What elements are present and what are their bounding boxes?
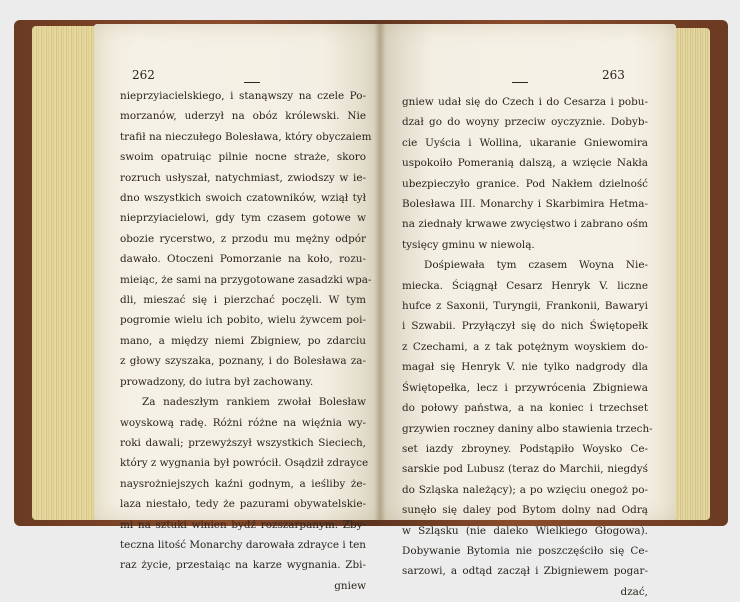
text-line: rozruch usłyszał, natychmiast, zwiodszy w ie- [120,171,366,184]
text-line: który z wygnania był powrócił. Osądził zdrayce [120,457,369,470]
text-line: swoim opatruiąc pilnie nocne straże, skoro [120,151,366,164]
text-line: dzał go do woyny przeciw oyczyznie. Dobyb- [402,116,648,129]
text-line: woyskową radę. Różni różne na więźnia wy- [120,416,366,429]
text-line: Dobywanie Bytomia nie poszczęściło się Ce- [402,544,648,557]
text-line: dawało. Otoczeni Pomorzanie na koło, rozu- [120,253,366,266]
text-line: prowadzony, do iutra był zachowany. [120,375,314,388]
open-book [14,16,728,598]
text-line: sarskie pod Lubusz (teraz do Marchii, niegdyś [402,463,648,476]
text-line: i Szwabii. Przyłączył się do nich Świętopełk [402,320,648,333]
right-page-number [602,68,625,82]
text-line: mano, a między niemi Zbigniew, po zdarciu [120,334,366,347]
text-line: dzać, [620,585,648,598]
text-line: sarzowi, a odtąd zaczął i Zbigniewem pogar- [402,565,648,578]
text-line: hufce z Saxonii, Turyngii, Frankonii, Bawaryi [402,300,648,313]
text-line: sunęło się daley pod Bytom dolny nad Odrą [402,504,648,517]
text-line: gniew [334,579,366,592]
text-line: ubezpieczyło granice. Pod Nakłem dzielność [402,177,648,190]
text-line: dli, mieszać się i pierzchać poczęli. W tym [120,294,366,307]
text-line: teczna litość Monarchy darowała zdrayce i ten [120,538,366,551]
text-line: Bolesława III. Monarchy i Skarbimira Hetma- [402,198,648,211]
text-line: Dośpiewała tym czasem Woyna Nie- [424,259,648,272]
text-line: nieprzyiacielowi, gdy tym czasem gotowe w [120,212,366,225]
text-line: morzanów, uderzył na obóz królewski. Nie [120,110,366,123]
right-page-text [402,92,653,602]
text-line: grzywien roczney daniny albo stawienia trzech- [402,422,653,435]
text-line: cie Uyścia i Wollina, ukaranie Gniewomira [402,136,648,149]
page-number-263: 263 [602,68,625,82]
book-gutter [374,24,386,520]
text-line: obozie rycerstwo, z przodu mu mężny odpór [120,232,366,245]
text-line: raz życie, przestaiąc na karze wygnania. Zbi- [120,559,366,572]
text-line: trafił na nieczułego Bolesława, który obyczaiem [120,130,372,143]
page-number-262: 262 [132,68,155,82]
text-line: pogromie wielu ich pobito, wielu żywcem poi- [120,314,366,327]
text-line: magał się Henryk V. nie tylko nadgrody dla [402,361,648,374]
text-line: nieprzyiacielskiego, i stanąwszy na czele Po- [120,90,366,102]
left-page-number [132,68,155,82]
text-line: Świętopełka, lecz i przywrócenia Zbigniewa [402,381,648,394]
text-line: na ziednały krwawe zwycięstwo i zabrano ośm [402,218,648,231]
text-line: naysrożniejszych kaźni godnym, a ieśliby że- [120,477,366,490]
left-page-text [120,86,372,596]
text-line: set iazdy zbroyney. Podstąpiło Woysko Ce- [402,442,648,455]
text-line: do połowy państwa, a na koniec i trzechset [402,402,648,415]
text-line: Za nadeszłym rankiem zwołał Bolesław [142,396,366,409]
text-line: uspokoiło Pomeranią dalszą, a wzięcie Nakła [402,157,648,170]
text-line: laza niestało, tedy że pazurami obywatelskie- [120,498,366,511]
text-line: w Szląsku (nie daleko Wielkiego Głogowa). [402,524,648,537]
text-line: mi na sztuki winien bydź rozszarpanym. Zby- [120,518,366,531]
text-line: roki dawali; przewyższył wszystkich Sieciech, [120,436,366,449]
text-line: miecka. Ściągnął Cesarz Henryk V. liczne [402,279,648,292]
text-line: do Szląska należący); a po wzięciu onegoż po- [402,483,648,496]
text-line: mieiąc, że sami na przygotowane zasadzki wpa- [120,273,372,286]
text-line: gniew udał się do Czech i do Cesarza i pobu- [402,96,648,108]
text-line: z głowy szyszaka, poznany, i do Bolesława za- [120,355,366,368]
text-line: dno wszystkich swoich czatowników, wziął tył [120,192,366,205]
right-header-dash [512,75,528,89]
text-line: tysięcy gminu w niewolą. [402,238,535,251]
text-line: z Czechami, a z tak potężnym woyskiem do- [402,340,648,353]
